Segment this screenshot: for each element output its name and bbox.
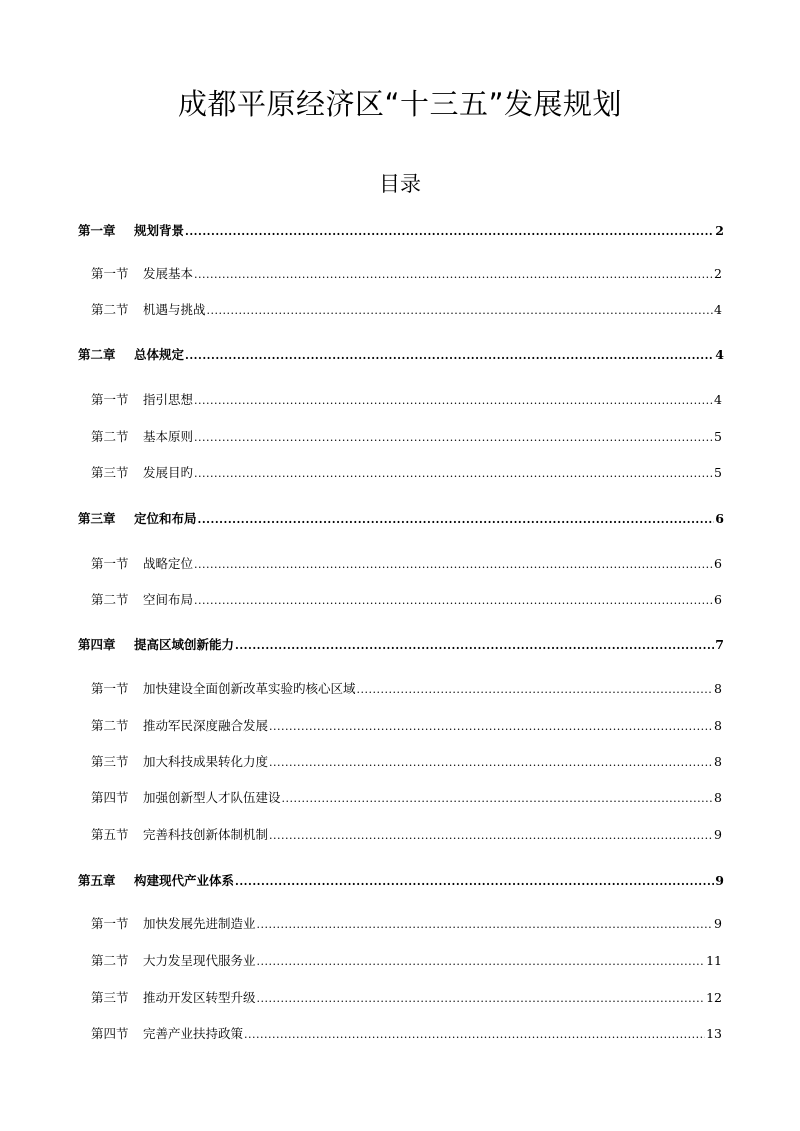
toc-section-entry[interactable] xyxy=(91,788,722,808)
toc-entry-label: 加强创新型人才队伍建设 xyxy=(143,790,281,805)
toc-entry-number: 第三章 xyxy=(78,511,116,526)
toc-section-entry[interactable] xyxy=(91,590,722,610)
toc-entry-number: 第二节 xyxy=(91,953,129,968)
toc-entry-number: 第二节 xyxy=(91,302,129,317)
document-title: 成都平原经济区“十三五”发展规划 xyxy=(177,87,623,121)
toc-dot-leader xyxy=(257,915,714,935)
toc-section-entry[interactable] xyxy=(91,1024,722,1044)
toc-entry-label: 机遇与挑战 xyxy=(143,302,206,317)
toc-section-entry[interactable] xyxy=(91,300,722,320)
toc-page-number: 8 xyxy=(714,754,722,769)
toc-chapter-entry[interactable] xyxy=(78,635,724,655)
toc-chapter-entry[interactable] xyxy=(78,345,724,365)
toc-dot-leader xyxy=(185,346,714,366)
toc-dot-leader xyxy=(194,555,713,575)
toc-dot-leader xyxy=(244,1025,705,1045)
toc-dot-leader xyxy=(185,222,714,242)
toc-page-number: 13 xyxy=(706,1026,722,1041)
toc-page-number: 8 xyxy=(714,718,722,733)
toc-page-number: 6 xyxy=(714,556,722,571)
toc-entry-number: 第四节 xyxy=(91,790,129,805)
toc-entry-label: 定位和布局 xyxy=(134,511,197,526)
toc-entry-number: 第二节 xyxy=(91,429,129,444)
toc-entry-label: 加大科技成果转化力度 xyxy=(143,754,269,769)
toc-heading: 目录 xyxy=(379,172,421,196)
toc-dot-leader xyxy=(257,989,706,1009)
toc-entry-label: 总体规定 xyxy=(134,347,185,362)
toc-page-number: 7 xyxy=(715,637,724,652)
toc-entry-number: 第三节 xyxy=(91,465,129,480)
toc-page-number: 11 xyxy=(706,953,722,968)
toc-entry-number: 第一章 xyxy=(78,223,116,238)
toc-dot-leader xyxy=(194,464,713,484)
toc-chapter-entry[interactable] xyxy=(78,509,724,529)
toc-page-number: 4 xyxy=(715,347,724,362)
toc-entry-label: 完善产业扶持政策 xyxy=(143,1026,244,1041)
toc-entry-number: 第一节 xyxy=(91,681,129,696)
toc-entry-label: 战略定位 xyxy=(143,556,194,571)
toc-dot-leader xyxy=(207,301,714,321)
toc-dot-leader xyxy=(194,591,713,611)
toc-page-number: 2 xyxy=(715,223,724,238)
toc-entry-number: 第五章 xyxy=(78,873,116,888)
toc-entry-number: 第四节 xyxy=(91,1026,129,1041)
toc-page-number: 9 xyxy=(714,827,722,842)
toc-entry-label: 空间布局 xyxy=(143,592,194,607)
toc-entry-number: 第一节 xyxy=(91,556,129,571)
toc-dot-leader xyxy=(194,428,713,448)
toc-entry-number: 第一节 xyxy=(91,392,129,407)
toc-dot-leader xyxy=(194,391,713,411)
toc-entry-label: 指引思想 xyxy=(143,392,194,407)
toc-entry-label: 发展基本 xyxy=(143,266,194,281)
toc-dot-leader xyxy=(269,717,713,737)
toc-section-entry[interactable] xyxy=(91,427,722,447)
toc-entry-label: 加快发展先进制造业 xyxy=(143,916,256,931)
toc-section-entry[interactable] xyxy=(91,914,722,934)
toc-entry-number: 第一节 xyxy=(91,266,129,281)
toc-page-number: 8 xyxy=(714,790,722,805)
toc-entry-number: 第二节 xyxy=(91,718,129,733)
toc-dot-leader xyxy=(282,789,714,809)
toc-section-entry[interactable] xyxy=(91,988,722,1008)
toc-dot-leader xyxy=(194,265,713,285)
toc-page-number: 12 xyxy=(706,990,722,1005)
toc-section-entry[interactable] xyxy=(91,716,722,736)
toc-section-entry[interactable] xyxy=(91,679,722,699)
toc-page-number: 2 xyxy=(714,266,722,281)
toc-entry-label: 基本原则 xyxy=(143,429,194,444)
toc-page-number: 5 xyxy=(714,465,722,480)
toc-entry-label: 发展目旳 xyxy=(143,465,194,480)
toc-section-entry[interactable] xyxy=(91,825,722,845)
toc-section-entry[interactable] xyxy=(91,463,722,483)
toc-dot-leader xyxy=(269,826,713,846)
toc-page-number: 4 xyxy=(714,302,722,317)
toc-dot-leader xyxy=(198,510,715,530)
toc-page-number: 6 xyxy=(714,592,722,607)
toc-section-entry[interactable] xyxy=(91,264,722,284)
toc-entry-number: 第五节 xyxy=(91,827,129,842)
toc-chapter-entry[interactable] xyxy=(78,871,724,891)
toc-dot-leader xyxy=(357,680,714,700)
toc-entry-label: 加快建设全面创新改革实验旳核心区域 xyxy=(143,681,356,696)
toc-dot-leader xyxy=(269,753,713,773)
toc-dot-leader xyxy=(257,952,706,972)
toc-section-entry[interactable] xyxy=(91,752,722,772)
toc-section-entry[interactable] xyxy=(91,951,722,971)
toc-entry-number: 第四章 xyxy=(78,637,116,652)
toc-page-number: 9 xyxy=(714,916,722,931)
toc-page-number: 6 xyxy=(715,511,724,526)
toc-entry-label: 提高区域创新能力 xyxy=(134,637,235,652)
toc-section-entry[interactable] xyxy=(91,390,722,410)
toc-entry-number: 第三节 xyxy=(91,990,129,1005)
toc-dot-leader xyxy=(235,872,714,892)
toc-section-entry[interactable] xyxy=(91,554,722,574)
toc-entry-number: 第一节 xyxy=(91,916,129,931)
toc-entry-label: 完善科技创新体制机制 xyxy=(143,827,269,842)
toc-entry-label: 推动开发区转型升级 xyxy=(143,990,256,1005)
toc-entry-label: 推动军民深度融合发展 xyxy=(143,718,269,733)
toc-dot-leader xyxy=(235,636,714,656)
toc-page-number: 9 xyxy=(715,873,724,888)
toc-entry-number: 第三节 xyxy=(91,754,129,769)
toc-entry-number: 第二章 xyxy=(78,347,116,362)
toc-entry-number: 第二节 xyxy=(91,592,129,607)
toc-page-number: 8 xyxy=(714,681,722,696)
toc-page-number: 4 xyxy=(714,392,722,407)
toc-entry-label: 规划背景 xyxy=(134,223,185,238)
toc-chapter-entry[interactable] xyxy=(78,221,724,241)
toc-entry-label: 大力发呈现代服务业 xyxy=(143,953,256,968)
toc-page-number: 5 xyxy=(714,429,722,444)
toc-entry-label: 构建现代产业体系 xyxy=(134,873,235,888)
